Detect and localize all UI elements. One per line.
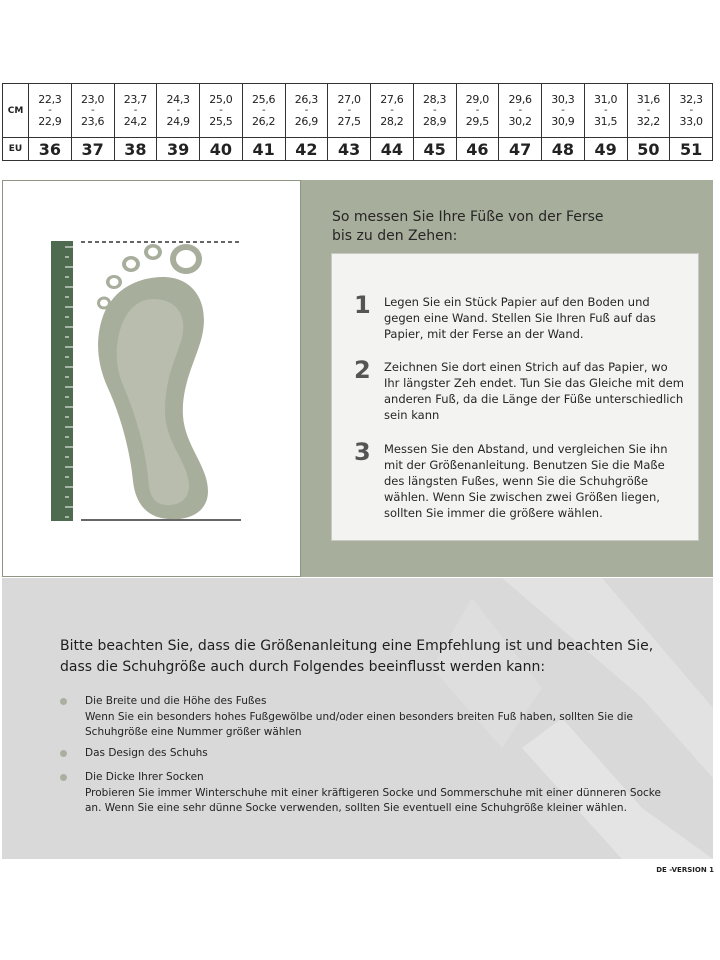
steps-box [331,253,699,541]
eu-size-cell: 39 [157,138,200,161]
note-title: Die Breite und die Höhe des Fußes [85,695,267,707]
step-number: 2 [354,356,371,384]
foot-illustration-panel [2,180,301,577]
measure-section [2,180,713,577]
eu-row [3,138,713,161]
step-text: Messen Sie den Abstand, und vergleichen Sie ihn mit der Größenanleitung. Benutzen Sie die Maße des längsten Fußes, wenn Sie die Schuhgröße wählen. Wenn Sie zwischen zwei Größen liegen, sollten Sie immer die größere wählen. [384,442,668,520]
cm-range-cell: 23,0 - 23,6 [71,84,114,138]
note-title: Das Design des Schuhs [85,747,208,759]
eu-size-cell: 50 [627,138,670,161]
measure-title: So messen Sie Ihre Füße von der Ferse bis zu den Zehen: [332,209,604,244]
eu-size-cell: 46 [456,138,499,161]
foot-icon [97,244,208,519]
eu-size-cell: 36 [29,138,72,161]
eu-size-cell: 43 [328,138,371,161]
ruler-icon [51,241,73,521]
version-label: DE -VERSION 1 [656,866,714,874]
notes-section [2,578,713,859]
cm-row [3,84,713,138]
cm-range-cell: 25,0 - 25,5 [200,84,243,138]
eu-size-cell: 45 [413,138,456,161]
cm-range-cell: 30,3 - 30,9 [542,84,585,138]
note-detail: Wenn Sie ein besonders hohes Fußgewölbe und/oder einen besonders breiten Fuß haben, sollten Sie die Schuhgröße eine Nummer größer wählen [85,710,633,738]
bullet-icon [60,698,67,705]
cm-range-cell: 31,6 - 32,2 [627,84,670,138]
bullet-icon [60,774,67,781]
eu-size-cell: 51 [670,138,713,161]
size-conversion-table [2,83,713,161]
bullet-icon [60,750,67,757]
cm-range-cell: 32,3 - 33,0 [670,84,713,138]
eu-size-cell: 42 [285,138,328,161]
foot-measure-illustration [3,181,300,576]
step-number: 1 [354,291,371,319]
cm-range-cell: 29,0 - 29,5 [456,84,499,138]
cm-range-cell: 25,6 - 26,2 [242,84,285,138]
cm-range-cell: 27,0 - 27,5 [328,84,371,138]
step-number: 3 [354,438,371,466]
eu-size-cell: 47 [499,138,542,161]
cm-range-cell: 29,6 - 30,2 [499,84,542,138]
cm-row-label: CM [3,84,29,138]
notes-heading: Bitte beachten Sie, dass die Größenanleitung eine Empfehlung ist und beachten Sie, dass die Schuhgröße auch durch Folgendes beeinflusst werden kann: [60,638,654,675]
cm-range-cell: 28,3 - 28,9 [413,84,456,138]
cm-range-cell: 24,3 - 24,9 [157,84,200,138]
eu-size-cell: 44 [371,138,414,161]
eu-size-cell: 48 [542,138,585,161]
cm-range-cell: 26,3 - 26,9 [285,84,328,138]
step-text: Zeichnen Sie dort einen Strich auf das Papier, wo Ihr längster Zeh endet. Tun Sie das Gleiche mit dem anderen Fuß, da die Länge der Füße unterschiedlich sein kann [384,360,684,422]
eu-size-cell: 41 [242,138,285,161]
cm-range-cell: 27,6 - 28,2 [371,84,414,138]
eu-row-label: EU [3,138,29,161]
note-title: Die Dicke Ihrer Socken [85,771,204,783]
eu-size-cell: 49 [584,138,627,161]
eu-size-cell: 37 [71,138,114,161]
eu-size-cell: 38 [114,138,157,161]
step-text: Legen Sie ein Stück Papier auf den Boden und gegen eine Wand. Stellen Sie Ihren Fuß auf das Papier, mit der Ferse an der Wand. [384,295,656,341]
note-detail: Probieren Sie immer Winterschuhe mit einer kräftigeren Socke und Sommerschuhe mit einer dünneren Socke an. Wenn Sie eine sehr dünne Socke verwenden, sollten Sie eventuell eine Schuhgröße kleiner wählen. [85,786,661,814]
cm-range-cell: 23,7 - 24,2 [114,84,157,138]
cm-range-cell: 22,3 - 22,9 [29,84,72,138]
eu-size-cell: 40 [200,138,243,161]
cm-range-cell: 31,0 - 31,5 [584,84,627,138]
